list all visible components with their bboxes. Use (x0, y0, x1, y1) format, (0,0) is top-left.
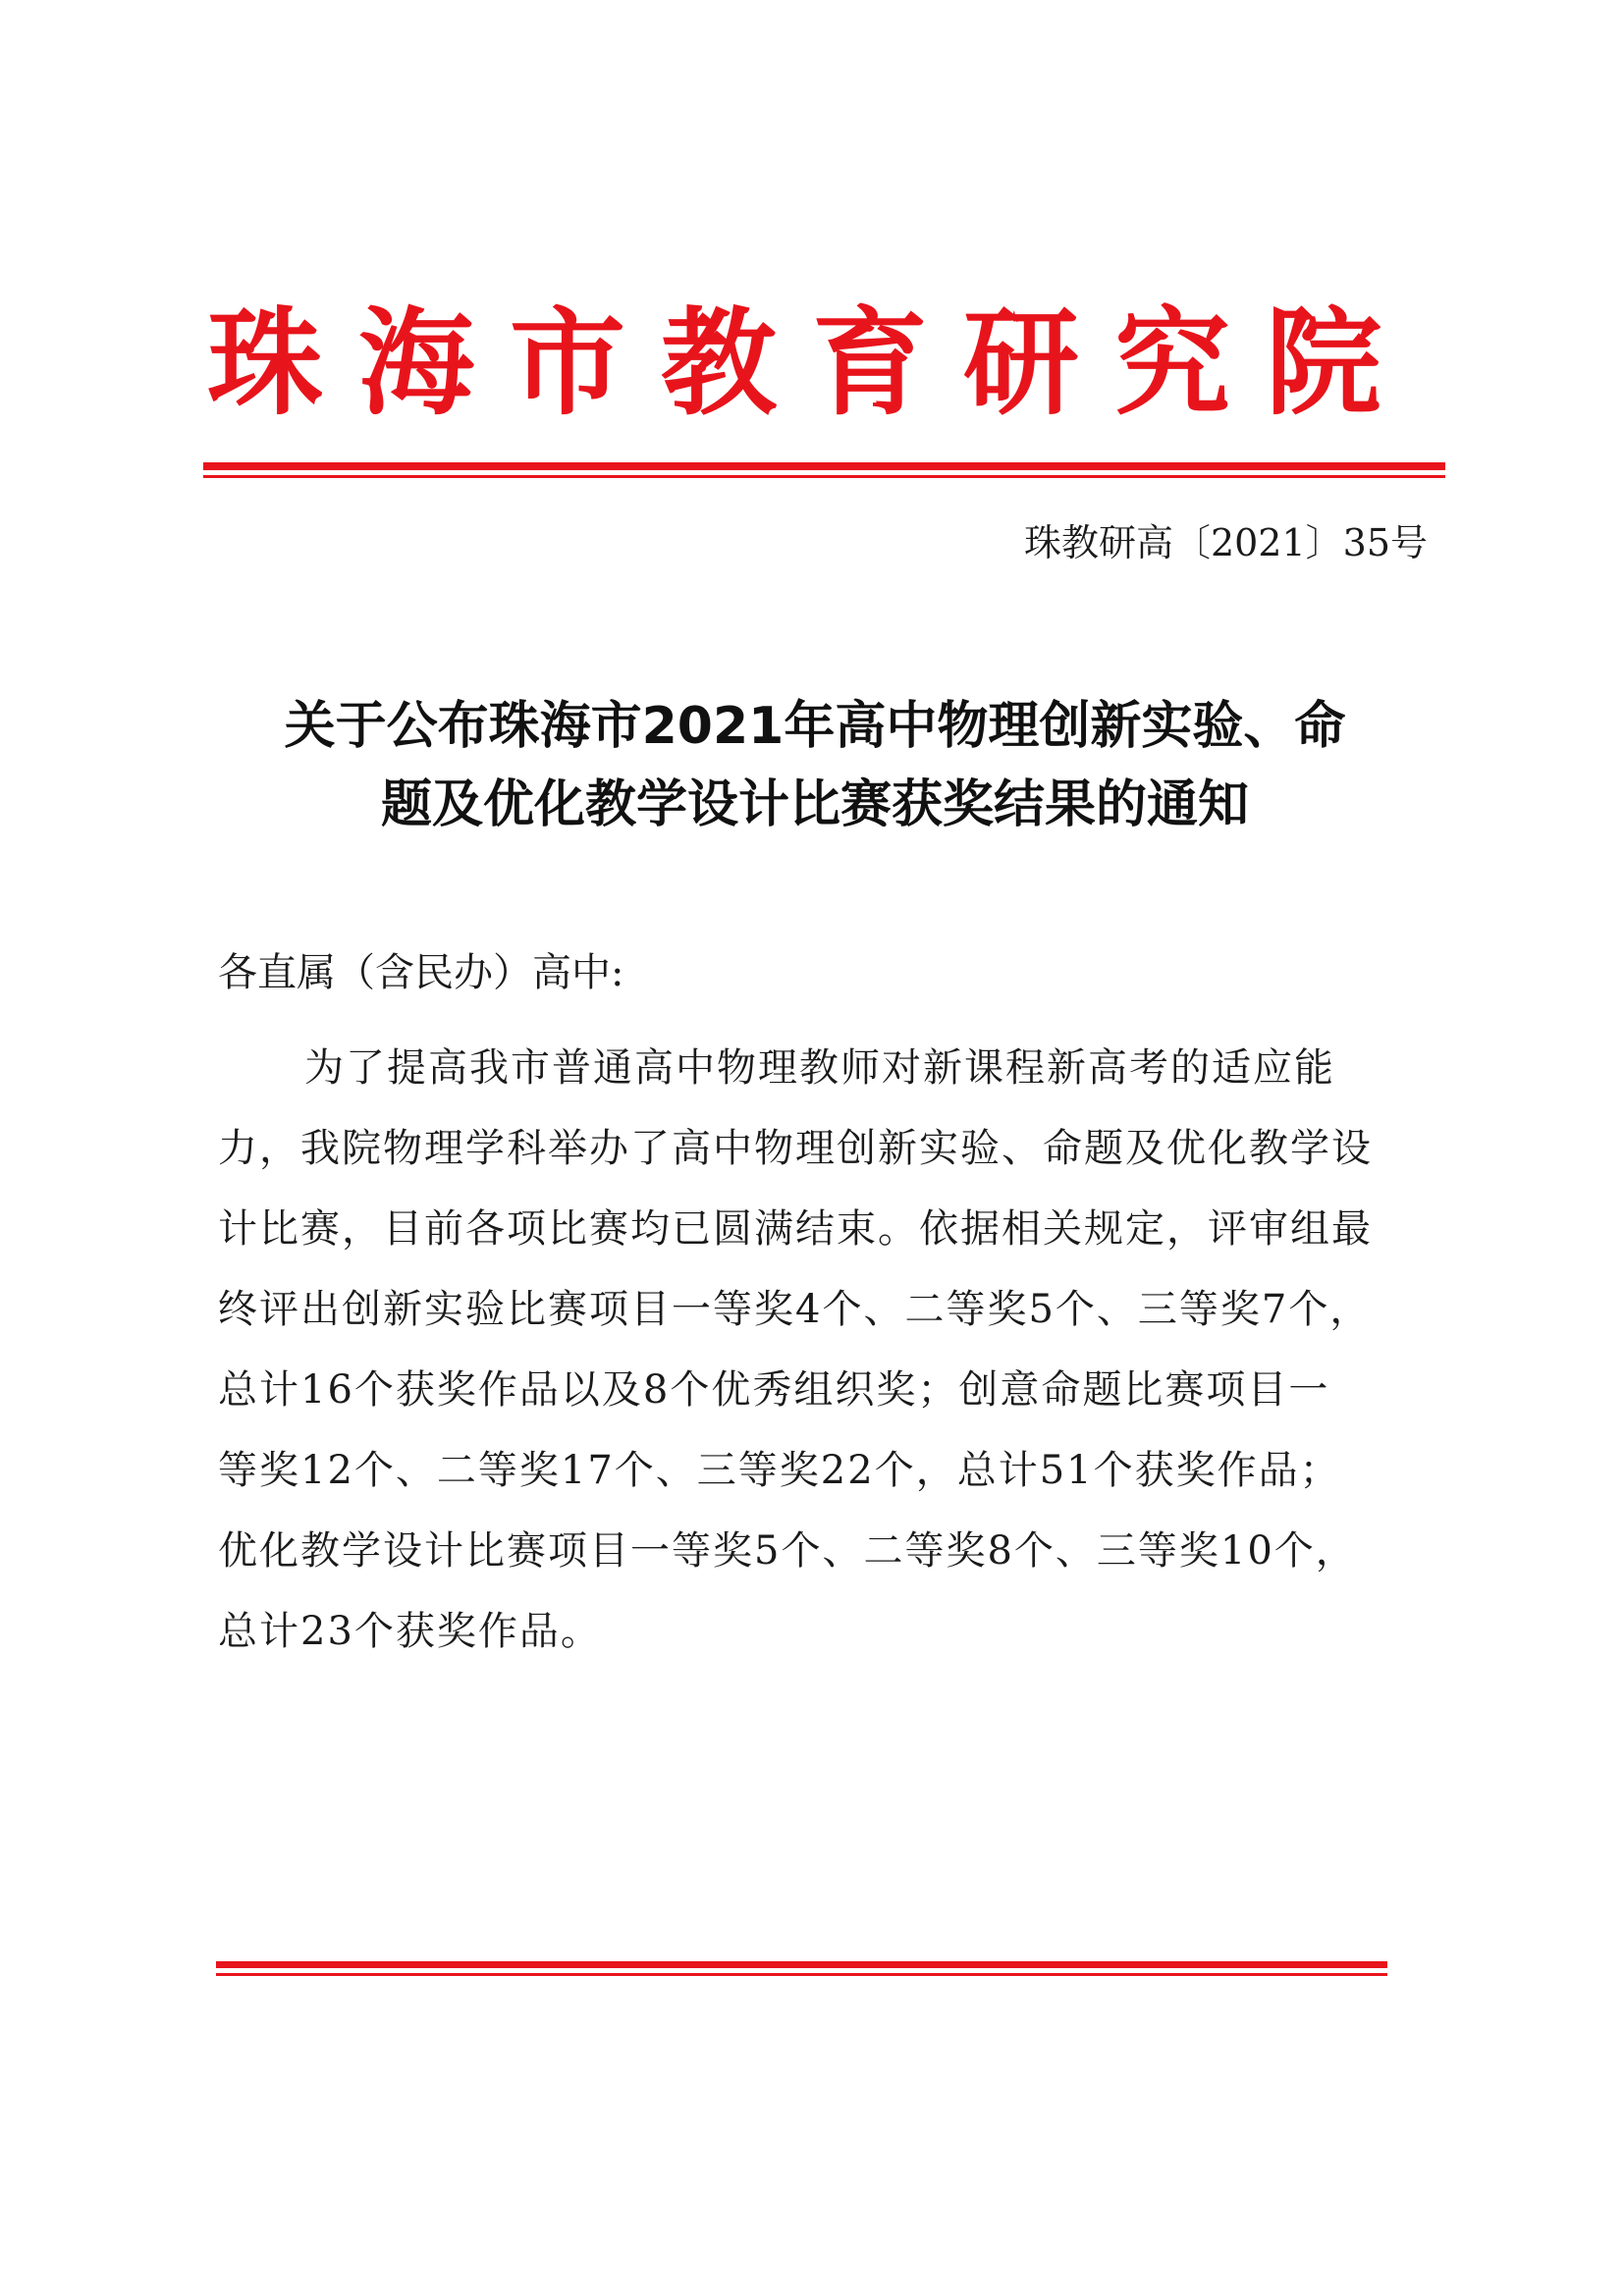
notice-title-line: 题及优化教学设计比赛获奖结果的通知 (380, 775, 1249, 834)
footer-rule-thick (216, 1961, 1387, 1968)
body-line: 优化教学设计比赛项目一等奖5个、二等奖8个、三等奖10个， (218, 1528, 1357, 1574)
body-line: 为了提高我市普通高中物理教师对新课程新高考的适应能 (304, 1045, 1335, 1091)
masthead-org-name: 珠海市教育研究院 (206, 294, 1417, 431)
masthead-rule-thin (203, 475, 1445, 478)
salutation: 各直属（含民办）高中: (218, 950, 624, 995)
body-line: 终评出创新实验比赛项目一等奖4个、二等奖5个、三等奖7个， (218, 1287, 1372, 1332)
notice-title-line: 关于公布珠海市2021年高中物理创新实验、命 (284, 697, 1346, 756)
masthead-rule-thick (203, 462, 1445, 470)
body-line: 总计23个获奖作品。 (218, 1609, 602, 1654)
body-paragraph (218, 1028, 1435, 1672)
body-line: 力，我院物理学科举办了高中物理创新实验、命题及优化教学设 (218, 1126, 1373, 1171)
footer-rule-thin (216, 1973, 1387, 1976)
notice-title (196, 687, 1434, 844)
body-line: 等奖12个、二等奖17个、三等奖22个，总计51个获奖作品； (218, 1448, 1341, 1493)
body-line: 计比赛，目前各项比赛均已圆满结束。依据相关规定，评审组最 (218, 1206, 1373, 1252)
document-number: 珠教研高〔2021〕35号 (1023, 521, 1428, 564)
body-line: 总计16个获奖作品以及8个优秀组织奖；创意命题比赛项目一 (218, 1367, 1330, 1413)
